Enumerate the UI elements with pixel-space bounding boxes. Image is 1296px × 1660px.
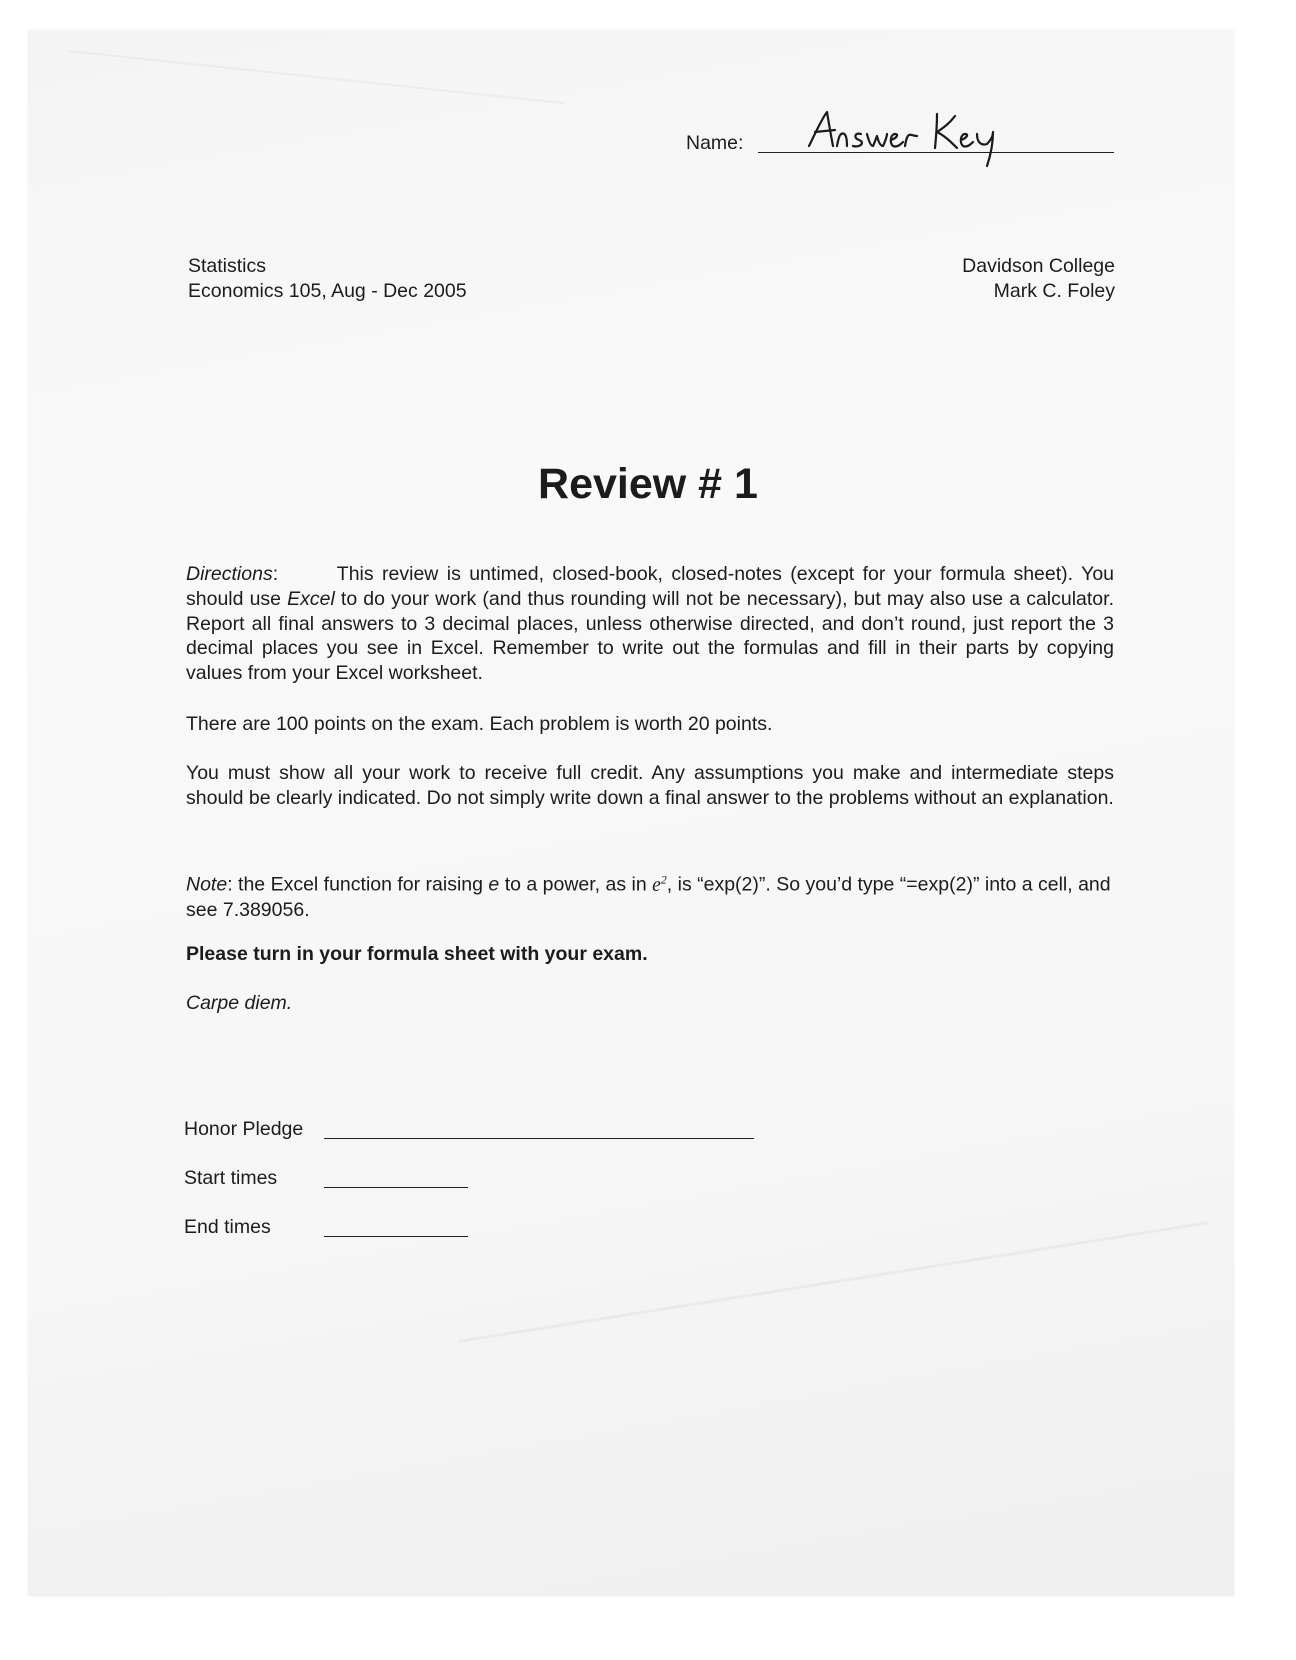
page-title: Review # 1 (538, 460, 758, 508)
start-times-label: Start times (184, 1167, 278, 1189)
work-paragraph: You must show all your work to receive full credit. Any assumptions you make and intermediate steps should be clearly indicated. Do not simply write down a final answer to the problems without an explanation. (186, 762, 1114, 809)
course-number: Economics 105, Aug - Dec 2005 (188, 280, 467, 302)
closing-phrase: Carpe diem. (186, 992, 293, 1014)
note-label: Note (186, 873, 228, 896)
formula-sheet-instruction: Please turn in your formula sheet with your exam. (186, 943, 648, 965)
honor-pledge-line (324, 1138, 754, 1139)
course-subject: Statistics (188, 255, 267, 277)
note-paragraph (186, 867, 1114, 923)
excel-word: Excel (287, 587, 335, 610)
instructor-name: Mark C. Foley (993, 280, 1115, 302)
directions-text-2: to do your work (and thus rounding will not be necessary), but may also use a calculator. Report all final answers to 3 decimal places, unless otherwise directed, and don’t round, just report the 3 decimal places you see in Excel. Remember to write out the formulas and fill in their parts by copying values from your Excel worksheet. (186, 587, 1114, 685)
note-text-2: to a power, as in (499, 873, 653, 896)
directions-label: Directions (186, 563, 273, 585)
honor-pledge-label: Honor Pledge (184, 1118, 304, 1140)
note-e: e (488, 873, 500, 896)
end-times-line (324, 1236, 468, 1237)
name-label: Name: (686, 132, 744, 154)
school-name: Davidson College (962, 255, 1115, 277)
end-times-label: End times (184, 1216, 271, 1238)
start-times-line (324, 1187, 468, 1188)
handwritten-answer-key (805, 106, 1025, 170)
points-paragraph: There are 100 points on the exam. Each problem is worth 20 points. (186, 713, 773, 735)
note-text-1: : the Excel function for raising (227, 873, 489, 896)
directions-paragraph: Directions: This review is untimed, closed-book, closed-notes (except for your formula sheet). You should use Excel to do your work (and thus rounding will not be necessary), but may also use a calculator. Report all final answers to 3 decimal places, unless otherwise directed, and don’t round, just report the 3 decimal places you see in Excel. Remember to write out the formulas and fill in their parts by copying values from your Excel worksheet. (186, 563, 1115, 685)
note-text-3: , is “exp(2)”. So you’d type “=exp(2)” into a cell, and see 7.389056. (186, 873, 1111, 922)
directions-text-1: This review is untimed, closed-book, closed-notes (except for your formula sheet). You should use (186, 563, 1115, 610)
e-squared: $e^2$ (652, 872, 667, 896)
